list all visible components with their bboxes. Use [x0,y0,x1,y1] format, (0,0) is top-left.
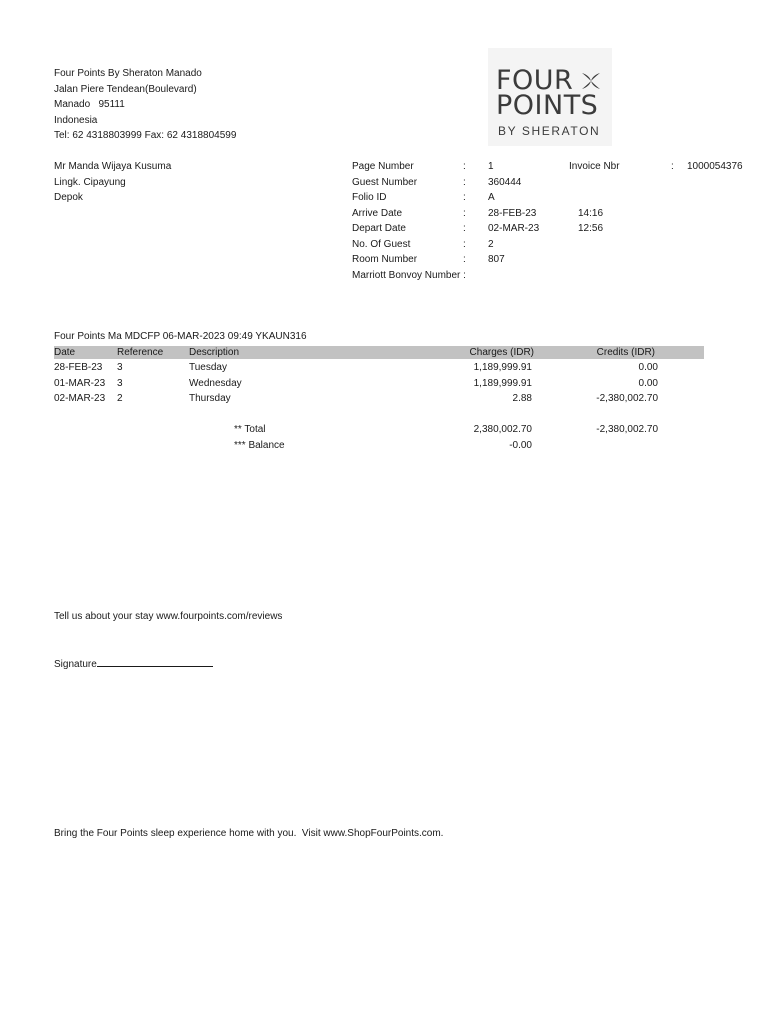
bonvoy-label: Marriott Bonvoy Number : [352,269,466,281]
info-label: No. Of Guest [352,238,411,250]
info-colon: : [463,207,466,219]
total-credits: -2,380,002.70 [596,424,658,435]
invoice-number: 1000054376 [687,161,743,172]
hotel-name: Four Points By Sheraton Manado [54,68,202,79]
guest-address-line2: Depok [54,192,83,203]
cell-charges: 1,189,999.91 [473,362,532,373]
hotel-street: Jalan Piere Tendean(Boulevard) [54,83,197,95]
cell-date: 02-MAR-23 [54,393,106,404]
cell-date: 01-MAR-23 [54,377,106,389]
four-points-logo [488,48,612,146]
invoice-number-label: Invoice Nbr [569,161,620,172]
balance-row [54,440,704,456]
signature-label: Signature [54,659,97,670]
table-row [54,378,704,394]
info-colon: : [463,238,466,250]
info-label: Page Number [352,161,414,172]
info-label: Folio ID [352,192,387,203]
logo-line-points: POINTS [496,90,599,121]
promo-note: Bring the Four Points sleep experience home with you. Visit www.ShopFourPoints.com. [54,828,444,839]
info-label: Room Number [352,254,418,265]
cell-description: Wednesday [189,377,242,389]
balance-label: *** Balance [234,439,285,451]
total-row [54,424,704,440]
hotel-country: Indonesia [54,114,98,126]
cashier-info-line: Four Points Ma MDCFP 06-MAR-2023 09:49 YKAUN316 [54,331,307,342]
hotel-city-zip: Manado 95111 [54,99,125,110]
header-description: Description [189,347,240,358]
feedback-note: Tell us about your stay www.fourpoints.com/reviews [54,611,283,622]
info-label: Guest Number [352,176,418,188]
cell-reference: 3 [117,362,123,373]
header-charges: Charges (IDR) [469,347,534,358]
cell-credits: 0.00 [638,377,658,389]
cell-description: Thursday [189,393,231,404]
header-credits: Credits (IDR) [596,347,655,358]
charges-table-header [54,346,704,359]
total-label: ** Total [234,424,266,435]
totals-block [54,424,704,455]
guest-name: Mr Manda Wijaya Kusuma [54,161,172,172]
four-points-x-mark-icon [580,70,602,92]
info-label: Depart Date [352,223,406,234]
info-value: A [488,192,495,203]
signature-line [97,657,213,667]
cell-charges: 2.88 [512,393,532,404]
info-colon: : [463,223,466,234]
cell-credits: -2,380,002.70 [596,393,658,404]
table-row [54,393,704,409]
charges-table-body [54,362,704,409]
cell-reference: 3 [117,377,123,389]
info-time: 12:56 [578,223,604,234]
signature-field [54,657,213,671]
header-date: Date [54,347,76,358]
cell-reference: 2 [117,393,123,404]
info-value: 360444 [488,176,522,188]
hotel-address-block [54,68,236,146]
info-value: 02-MAR-23 [488,223,540,234]
header-reference: Reference [117,347,164,358]
cell-credits: 0.00 [638,362,658,373]
info-colon: : [463,161,466,172]
invoice-colon: : [671,161,674,172]
balance-amount: -0.00 [509,439,532,451]
info-value: 807 [488,254,505,265]
info-colon: : [463,192,466,203]
cell-charges: 1,189,999.91 [473,377,532,389]
total-charges: 2,380,002.70 [473,424,532,435]
info-value: 28-FEB-23 [488,207,537,219]
table-row [54,362,704,378]
guest-address-block [54,161,171,208]
info-value: 2 [488,238,494,250]
info-time: 14:16 [578,207,604,219]
cell-description: Tuesday [189,362,227,373]
info-value: 1 [488,161,494,172]
info-label: Arrive Date [352,207,403,219]
cell-date: 28-FEB-23 [54,362,103,373]
hotel-phone-fax: Tel: 62 4318803999 Fax: 62 4318804599 [54,130,237,141]
logo-line-by-sheraton: BY SHERATON [498,124,601,138]
logo-line-four: FOUR [496,65,574,96]
info-colon: : [463,176,466,188]
guest-address-line1: Lingk. Cipayung [54,176,126,188]
info-colon: : [463,254,466,265]
